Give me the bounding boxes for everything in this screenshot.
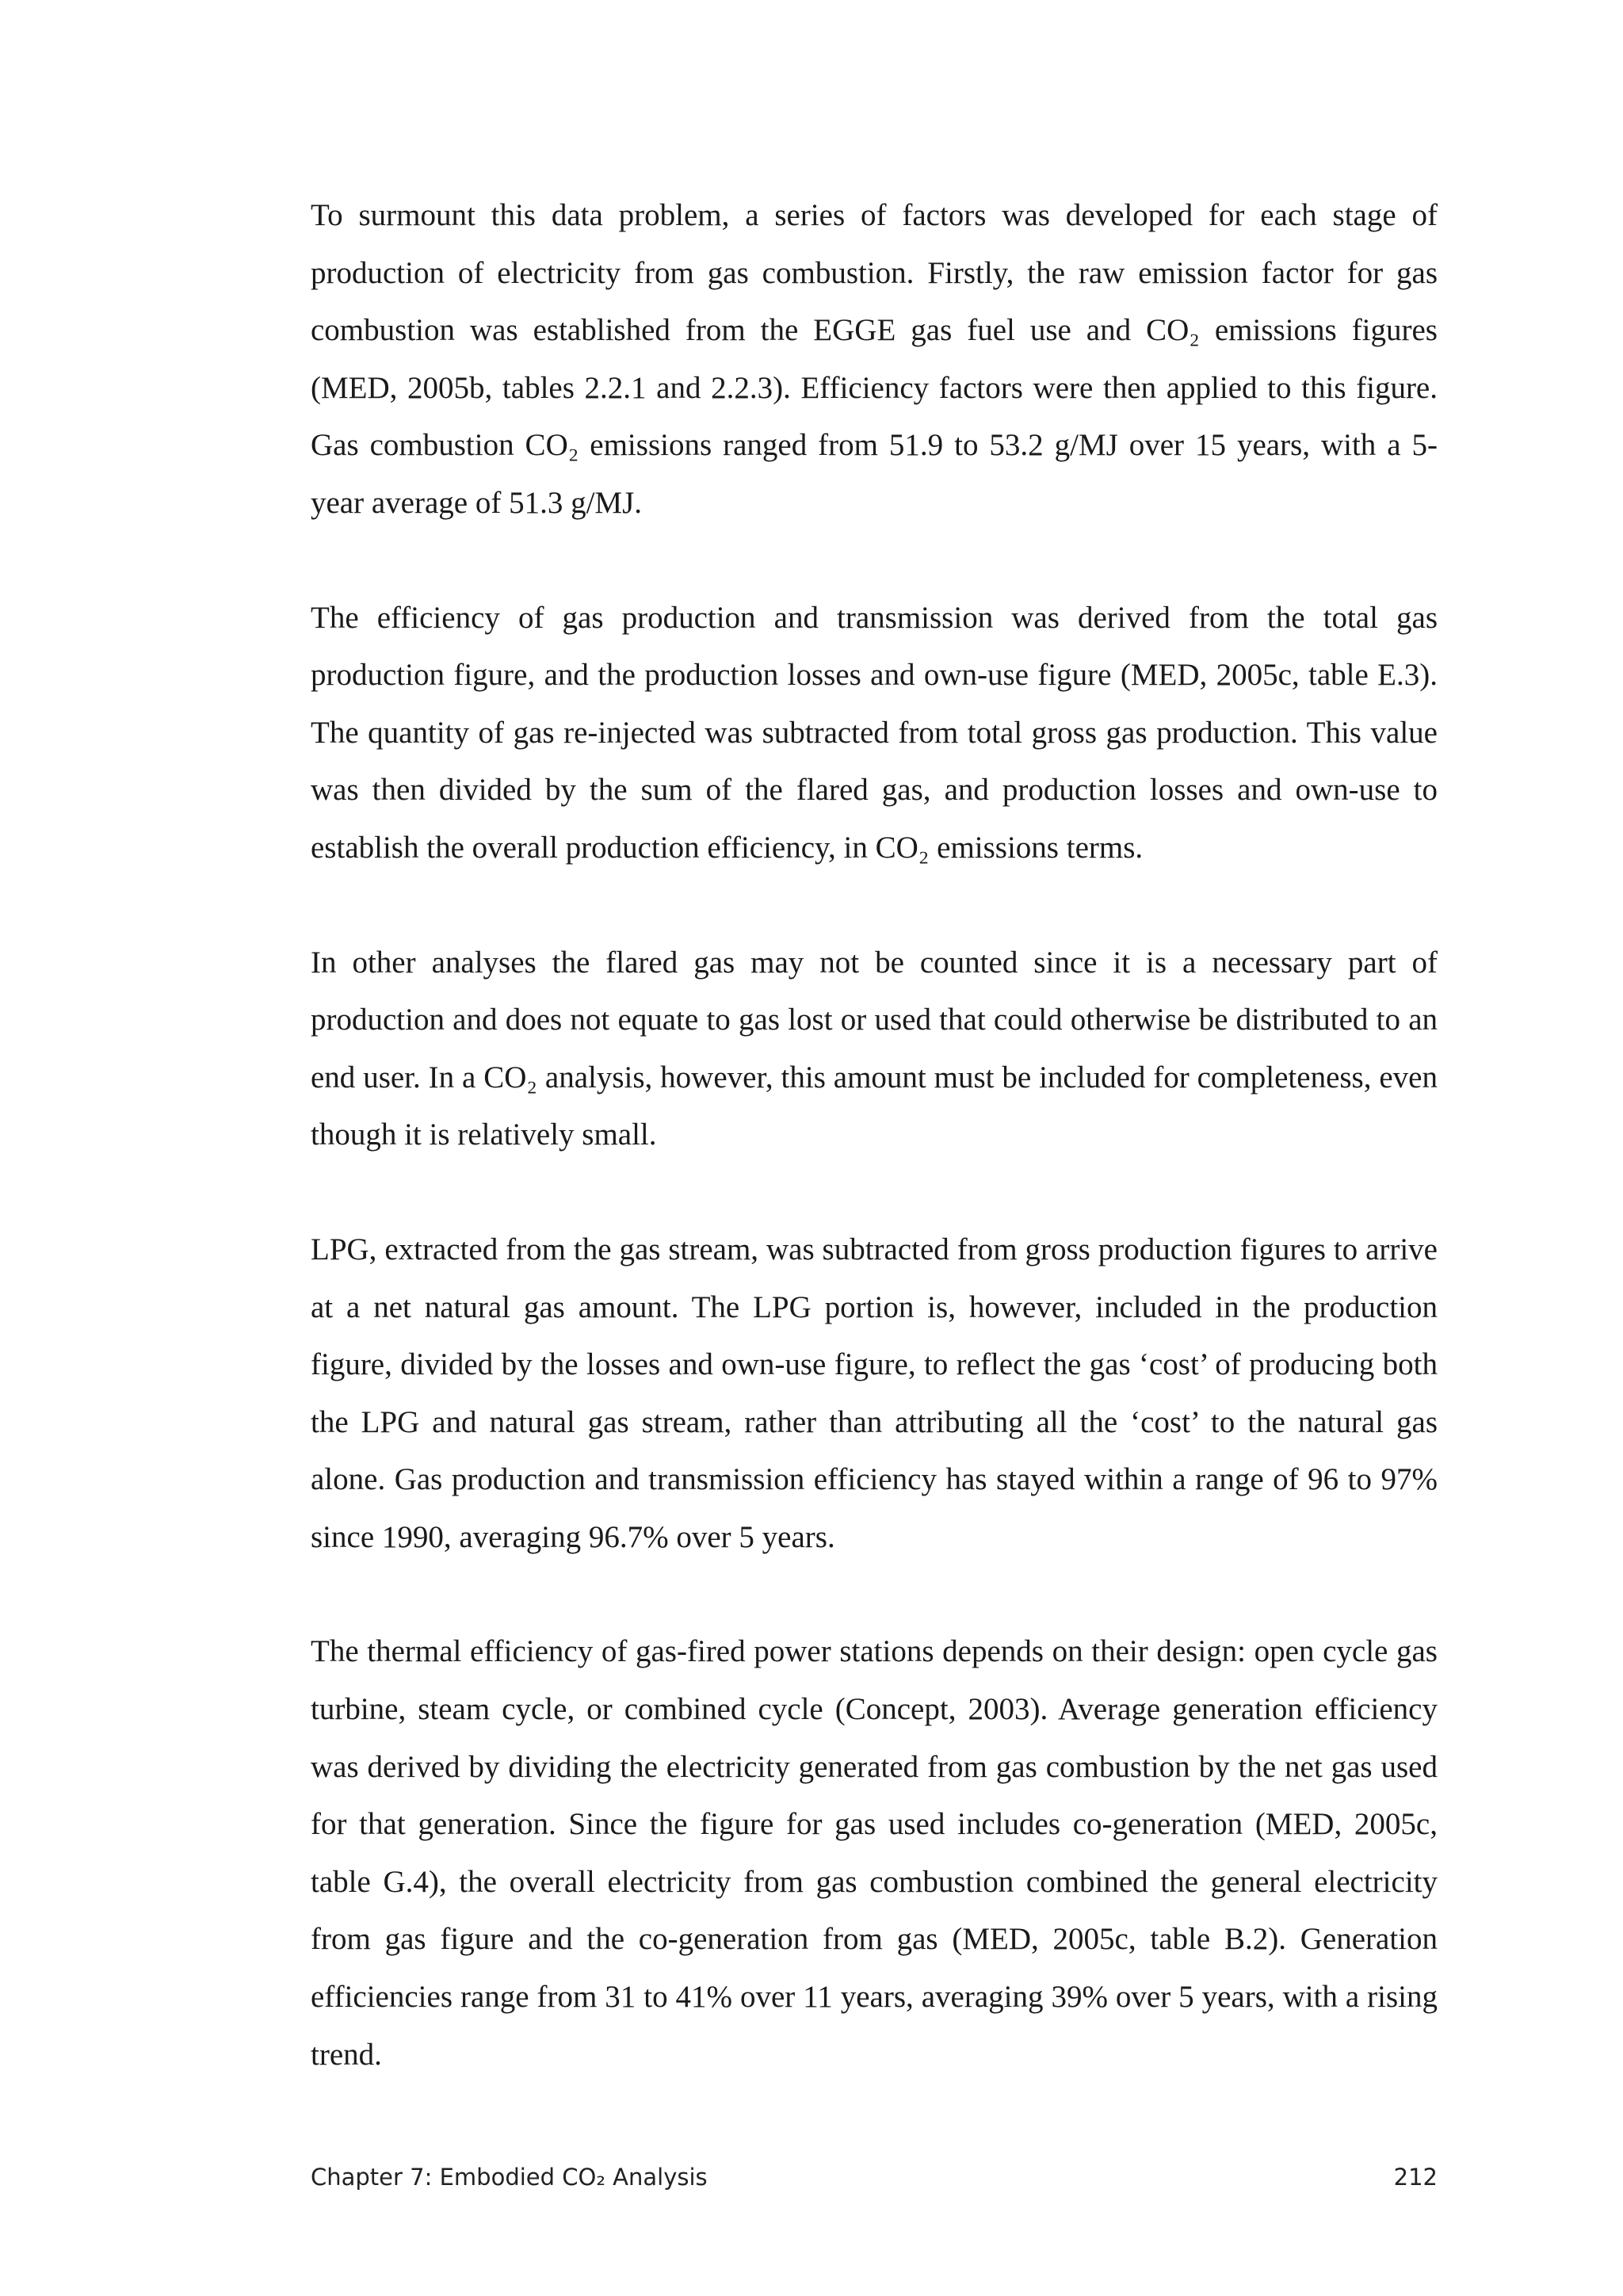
paragraph-data-problem: To surmount this data problem, a series of factors was developed for each stage of production of electricity from gas combustion. Firstly, the raw emission factor for gas combustion was established from the EGGE gas fuel use and CO₂ emissions figures (MED, 2005b, tables 2.2.1 and 2.2.3). Efficiency factors were then applied to this figure. Gas combustion CO₂ emissions ranged from 51.9 to 53.2 g/MJ over 15 years, with a 5-year average of 51.3 g/MJ. bbox=[311, 198, 1438, 520]
page-footer bbox=[311, 2164, 1438, 2211]
paragraph-flared-gas: In other analyses the flared gas may not be counted since it is a necessary part of production and does not equate to gas lost or used that could otherwise be distributed to an end user. In a CO₂ analysis, however, this amount must be included for completeness, even though it is relatively small. bbox=[311, 945, 1438, 1152]
footer-chapter-title: Chapter 7: Embodied CO₂ Analysis bbox=[311, 2164, 708, 2191]
footer-page-number: 212 bbox=[1393, 2164, 1438, 2191]
paragraph-thermal-efficiency: The thermal efficiency of gas-fired power stations depends on their design: open cycle gas turbine, steam cycle, or combined cycle (Concept, 2003). Average generation efficiency was derived by dividing the electricity generated from gas combustion by the net gas used for that generation. Since the figure for gas used includes co-generation (MED, 2005c, table G.4), the overall electricity from gas combustion combined the general electricity from gas figure and the co-generation from gas (MED, 2005c, table B.2). Generation efficiencies range from 31 to 41% over 11 years, averaging 39% over 5 years, with a rising trend. bbox=[311, 1634, 1438, 2072]
body-text bbox=[311, 187, 1438, 2084]
paragraph-production-efficiency: The efficiency of gas production and transmission was derived from the total gas production figure, and the production losses and own-use figure (MED, 2005c, table E.3). The quantity of gas re-injected was subtracted from total gross gas production. This value was then divided by the sum of the flared gas, and production losses and own-use to establish the overall production efficiency, in CO₂ emissions terms. bbox=[311, 600, 1438, 865]
paragraph-lpg: LPG, extracted from the gas stream, was subtracted from gross production figures to arrive at a net natural gas amount. The LPG portion is, however, included in the production figure, divided by the losses and own-use figure, to reflect the gas ‘cost’ of producing both the LPG and natural gas stream, rather than attributing all the ‘cost’ to the natural gas alone. Gas production and transmission efficiency has stayed within a range of 96 to 97% since 1990, averaging 96.7% over 5 years. bbox=[311, 1232, 1438, 1554]
